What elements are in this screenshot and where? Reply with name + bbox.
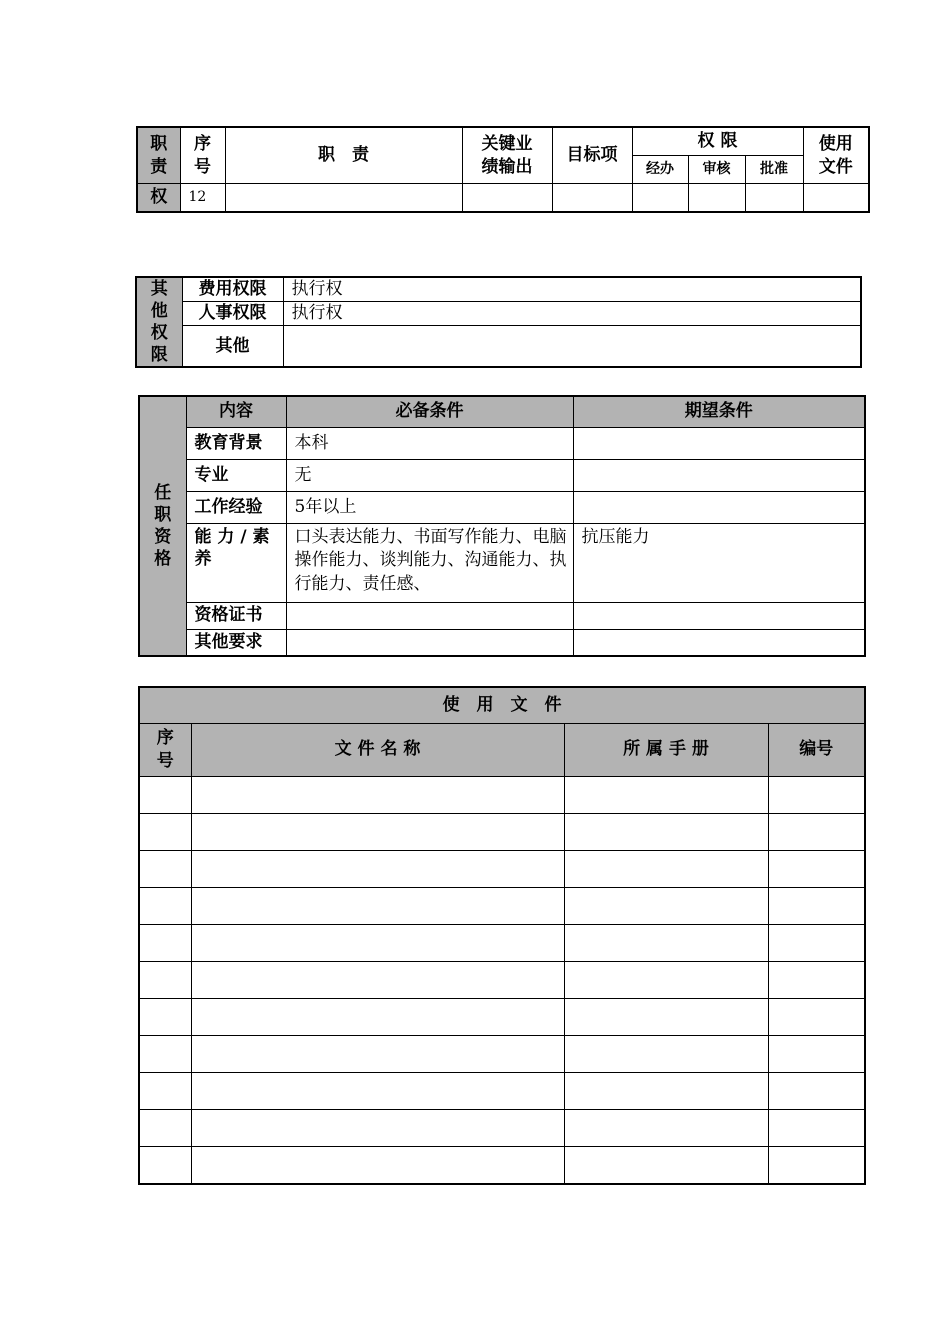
doc-no-cell: [139, 776, 191, 813]
duty-row-no: 12: [180, 184, 225, 213]
review-header: 审核: [688, 156, 745, 184]
doc-no-cell: [139, 887, 191, 924]
doc-no-header: 序 号: [139, 723, 191, 776]
content-header: 内容: [186, 396, 286, 427]
doc-name-cell: [191, 1109, 564, 1146]
documents-title: 使 用 文 件: [139, 687, 865, 723]
doc-manual-cell: [564, 1035, 768, 1072]
doc-code-cell: [768, 924, 865, 961]
other-authority-label: 其他: [182, 326, 283, 367]
responsibility-header: 职 责: [225, 127, 462, 184]
doc-name-cell: [191, 850, 564, 887]
other-authority-side-label: 其 他 权 限: [136, 277, 182, 367]
doc-name-cell: [191, 887, 564, 924]
doc-name-cell: [191, 1035, 564, 1072]
expense-authority-label: 费用权限: [182, 277, 283, 302]
competency-expected: 抗压能力: [573, 523, 865, 602]
expected-header: 期望条件: [573, 396, 865, 427]
doc-no-cell: [139, 813, 191, 850]
doc-manual-cell: [564, 776, 768, 813]
qualifications-table: [138, 395, 866, 657]
table-row: [139, 1146, 865, 1184]
expense-authority-value: 执行权: [283, 277, 861, 302]
education-expected: [573, 427, 865, 459]
doc-manual-cell: [564, 1146, 768, 1184]
experience-label: 工作经验: [186, 491, 286, 523]
kpi-header: 关键业 绩输出: [462, 127, 552, 184]
doc-code-cell: [768, 887, 865, 924]
doc-no-cell: [139, 961, 191, 998]
duty-row-cell: [462, 184, 552, 213]
other-requirements-label: 其他要求: [186, 629, 286, 656]
doc-code-cell: [768, 813, 865, 850]
certificate-label: 资格证书: [186, 602, 286, 629]
duty-table: [136, 126, 870, 213]
doc-code-header: 编号: [768, 723, 865, 776]
doc-name-cell: [191, 1146, 564, 1184]
doc-code-cell: [768, 1035, 865, 1072]
major-required: 无: [286, 459, 573, 491]
duty-row-cell: [225, 184, 462, 213]
duty-row-cell: [803, 184, 869, 213]
experience-required: 5年以上: [286, 491, 573, 523]
handle-header: 经办: [632, 156, 688, 184]
doc-code-cell: [768, 1146, 865, 1184]
other-requirements-required: [286, 629, 573, 656]
no-header: 序 号: [180, 127, 225, 184]
certificate-expected: [573, 602, 865, 629]
doc-name-cell: [191, 813, 564, 850]
authority-header: 权 限: [632, 127, 803, 156]
table-row: [139, 850, 865, 887]
major-expected: [573, 459, 865, 491]
education-required: 本科: [286, 427, 573, 459]
doc-no-cell: [139, 850, 191, 887]
doc-no-cell: [139, 1109, 191, 1146]
documents-table: [138, 686, 866, 1185]
doc-no-cell: [139, 1035, 191, 1072]
education-label: 教育背景: [186, 427, 286, 459]
doc-manual-cell: [564, 924, 768, 961]
table-row: [139, 924, 865, 961]
doc-name-cell: [191, 776, 564, 813]
doc-code-cell: [768, 1109, 865, 1146]
doc-no-cell: [139, 924, 191, 961]
doc-no-cell: [139, 1146, 191, 1184]
other-authority-value: [283, 326, 861, 367]
doc-manual-cell: [564, 887, 768, 924]
table-row: [139, 813, 865, 850]
competency-label: 能 力 / 素 养: [186, 523, 286, 602]
doc-name-cell: [191, 924, 564, 961]
table-row: [139, 1072, 865, 1109]
competency-required: 口头表达能力、书面写作能力、电脑操作能力、谈判能力、沟通能力、执行能力、责任感、: [286, 523, 573, 602]
table-row: [139, 998, 865, 1035]
table-row: [139, 1109, 865, 1146]
duty-row-cell: [632, 184, 688, 213]
doc-no-cell: [139, 998, 191, 1035]
doc-code-cell: [768, 998, 865, 1035]
personnel-authority-label: 人事权限: [182, 302, 283, 326]
doc-manual-cell: [564, 850, 768, 887]
doc-code-cell: [768, 850, 865, 887]
required-header: 必备条件: [286, 396, 573, 427]
certificate-required: [286, 602, 573, 629]
doc-manual-cell: [564, 961, 768, 998]
duty-row-cell: [552, 184, 632, 213]
table-row: [139, 1035, 865, 1072]
docs-header: 使用 文件: [803, 127, 869, 184]
other-requirements-expected: [573, 629, 865, 656]
duty-row-cell: [688, 184, 745, 213]
doc-code-cell: [768, 1072, 865, 1109]
doc-manual-cell: [564, 1109, 768, 1146]
doc-manual-cell: [564, 1072, 768, 1109]
table-row: [139, 776, 865, 813]
doc-code-cell: [768, 776, 865, 813]
doc-name-header: 文 件 名 称: [191, 723, 564, 776]
doc-name-cell: [191, 1072, 564, 1109]
duty-col-header: 职 责: [137, 127, 180, 184]
doc-manual-cell: [564, 813, 768, 850]
doc-no-cell: [139, 1072, 191, 1109]
doc-code-cell: [768, 961, 865, 998]
table-row: [139, 887, 865, 924]
other-authority-table: [135, 276, 862, 368]
approve-header: 批准: [745, 156, 803, 184]
doc-manual-cell: [564, 998, 768, 1035]
duty-row-cell: [745, 184, 803, 213]
table-row: [139, 961, 865, 998]
duty-row-label: 权: [137, 184, 180, 213]
doc-manual-header: 所 属 手 册: [564, 723, 768, 776]
personnel-authority-value: 执行权: [283, 302, 861, 326]
target-header: 目标项: [552, 127, 632, 184]
major-label: 专业: [186, 459, 286, 491]
qualifications-side-label: 任 职 资 格: [139, 396, 186, 656]
doc-name-cell: [191, 961, 564, 998]
experience-expected: [573, 491, 865, 523]
doc-name-cell: [191, 998, 564, 1035]
